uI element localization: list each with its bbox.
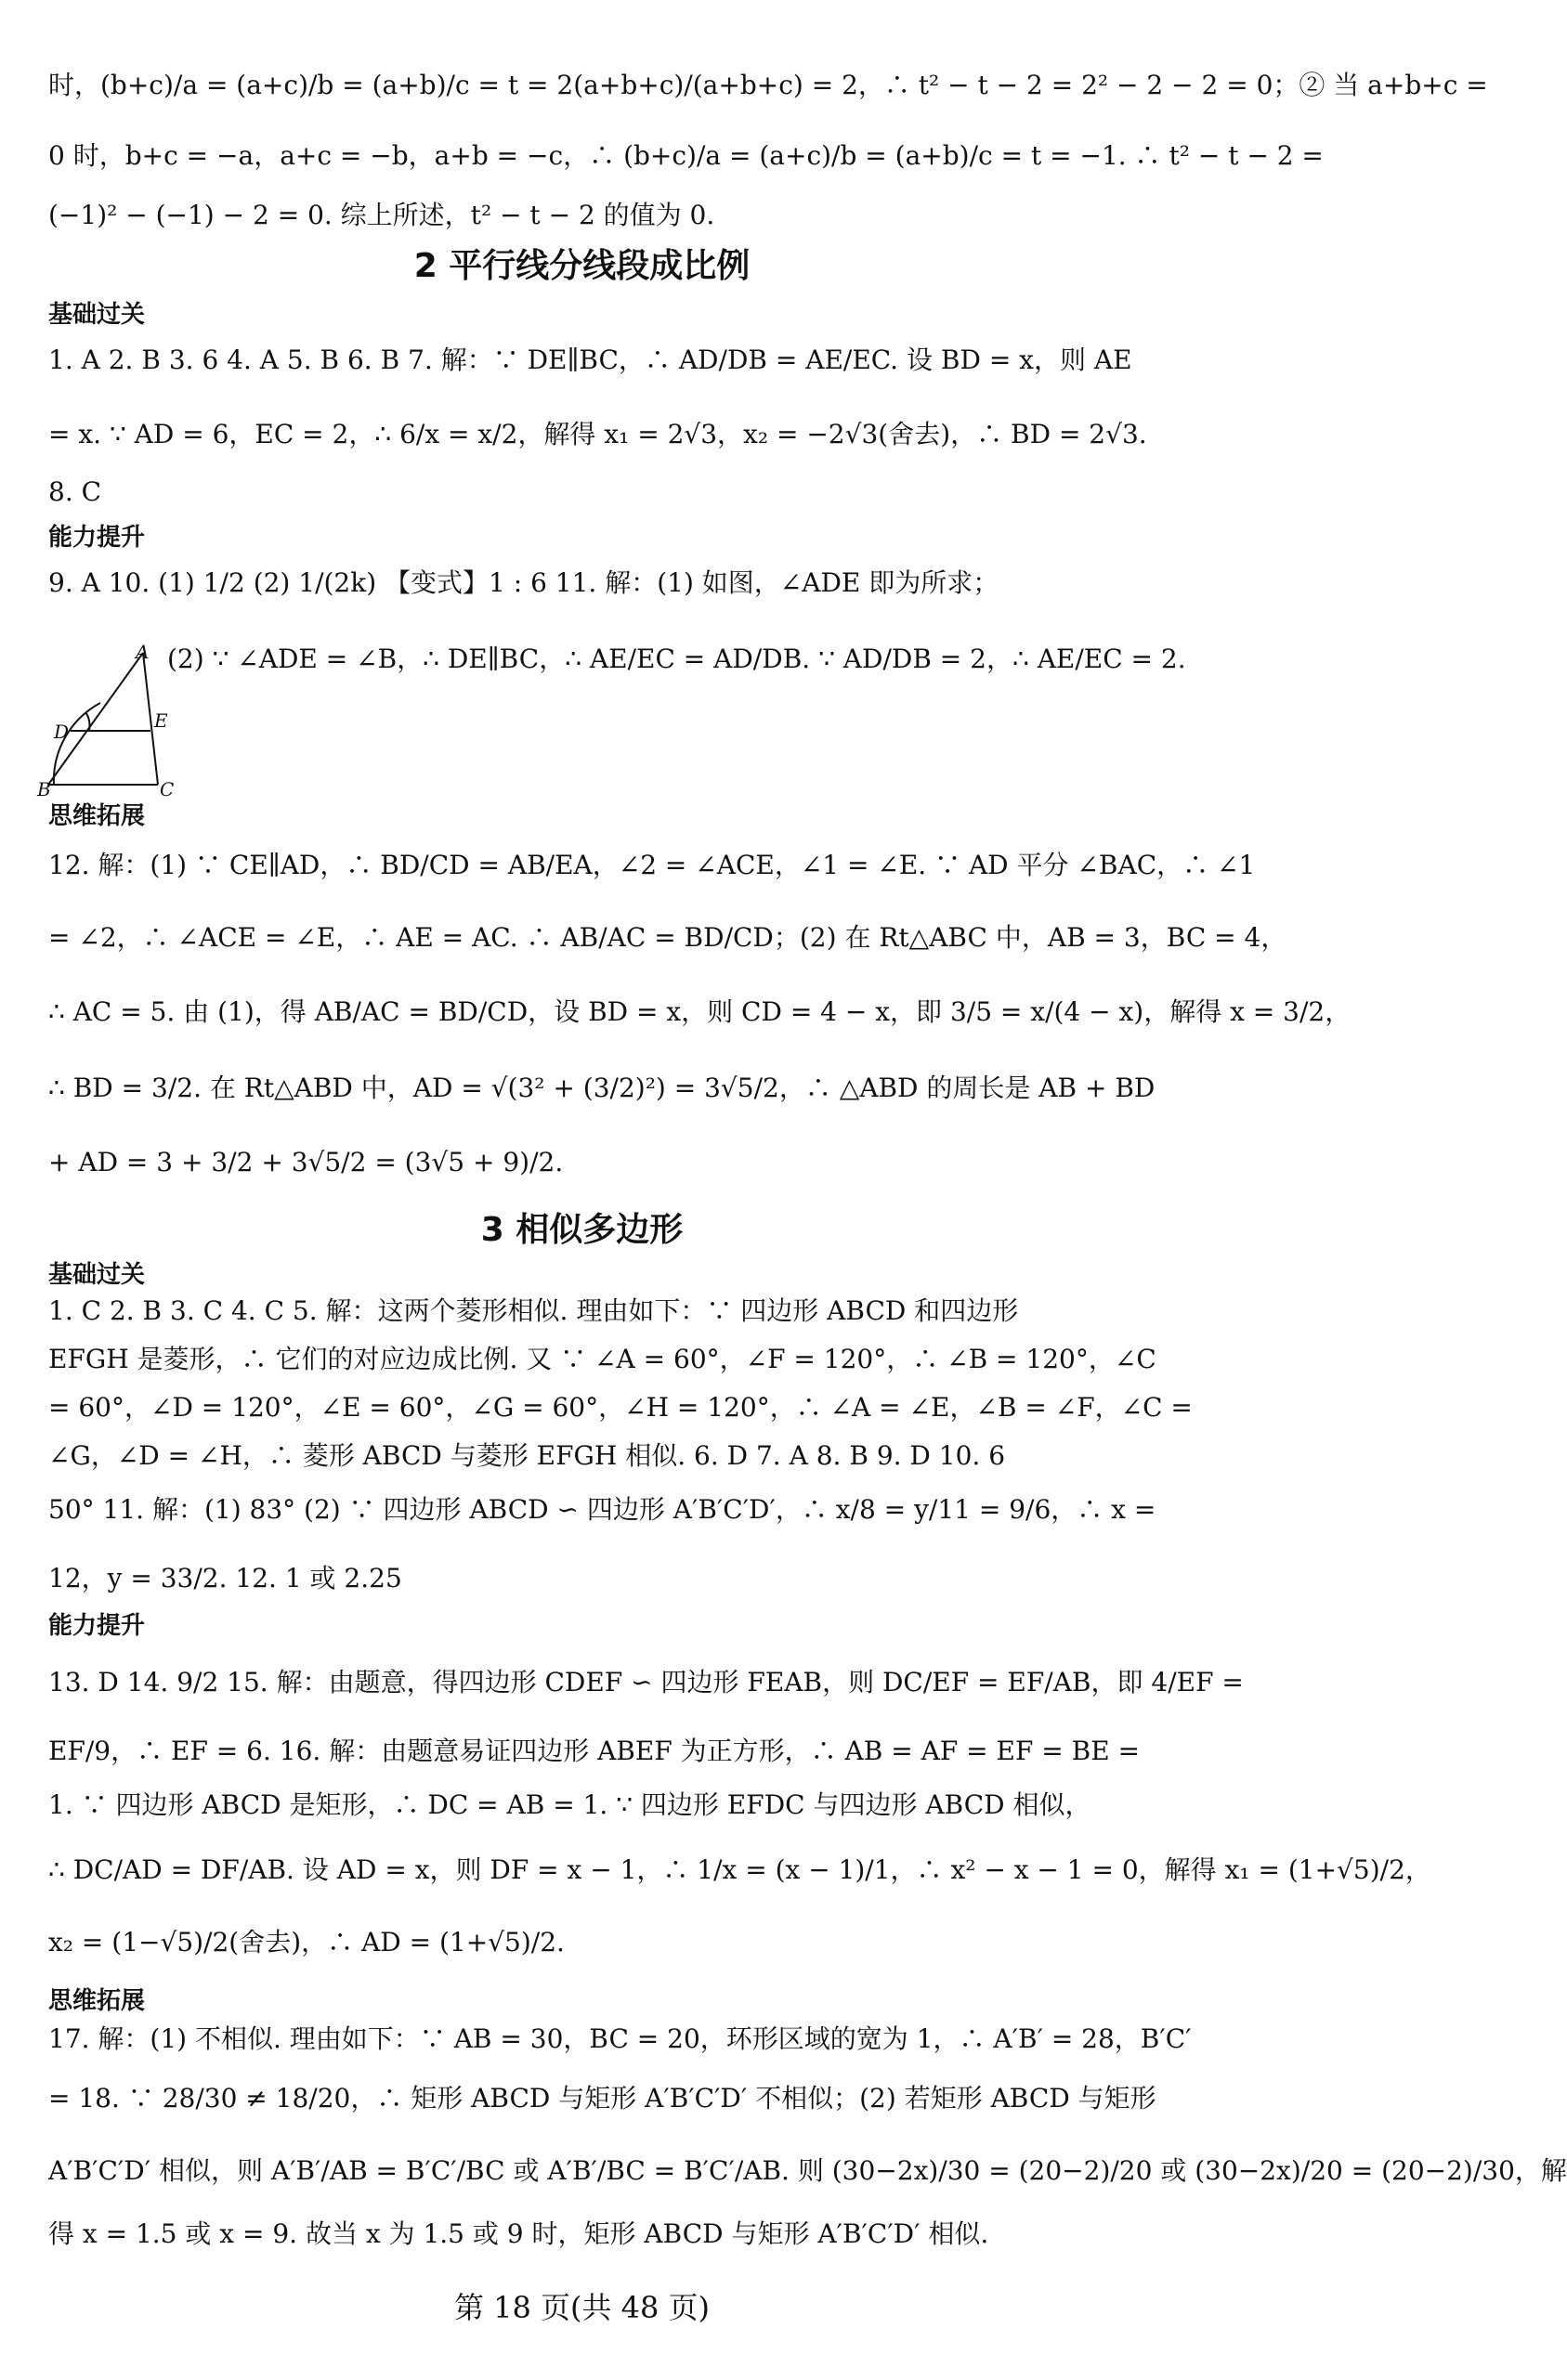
triangle-figure [37, 641, 176, 800]
text-line: 1. A 2. B 3. 6 4. A 5. B 6. B 7. 解：∵ DE∥BC，∴ AD/DB = AE/EC. 设 BD = x，则 AE [48, 345, 1132, 375]
page-footer: 第 18 页(共 48 页) [453, 2290, 711, 2325]
text-line: 1. ∵ 四边形 ABCD 是矩形，∴ DC = AB = 1. ∵ 四边形 EFDC 与四边形 ABCD 相似， [48, 1789, 1091, 1820]
section-title: 3 相似多边形 [480, 1211, 684, 1249]
label-a: A [136, 641, 150, 663]
text-line: ∴ AC = 5. 由 (1)，得 AB/AC = BD/CD，设 BD = x，则 CD = 4 − x，即 3/5 = x/(4 − x)，解得 x = 3/2， [48, 996, 1352, 1027]
text-line: A′B′C′D′ 相似，则 A′B′/AB = B′C′/BC 或 A′B′/BC = B′C′/AB. 则 (30−2x)/30 = (20−2)/20 或 (30−2x)/20 = (20−2)/30，解 [48, 2155, 1567, 2186]
text-line: = 18. ∵ 28/30 ≠ 18/20，∴ 矩形 ABCD 与矩形 A′B′C′D′ 不相似；(2) 若矩形 ABCD 与矩形 [48, 2083, 1156, 2113]
subsection-heading: 思维拓展 [48, 1987, 146, 2015]
text-line: = x. ∵ AD = 6，EC = 2，∴ 6/x = x/2，解得 x₁ = 2√3，x₂ = −2√3(舍去)，∴ BD = 2√3. [48, 419, 1147, 449]
subsection-heading: 能力提升 [48, 1612, 146, 1640]
section-title: 2 平行线分线段成比例 [413, 247, 751, 285]
text-line: 50° 11. 解：(1) 83° (2) ∵ 四边形 ABCD ∽ 四边形 A′B′C′D′，∴ x/8 = y/11 = 9/6，∴ x = [48, 1494, 1156, 1525]
text-line: ∴ DC/AD = DF/AB. 设 AD = x，则 DF = x − 1，∴ 1/x = (x − 1)/1，∴ x² − x − 1 = 0，解得 x₁ = (1+√5)/2， [48, 1854, 1431, 1885]
text-line: ∴ BD = 3/2. 在 Rt△ABD 中，AD = √(3² + (3/2)²) = 3√5/2，∴ △ABD 的周长是 AB + BD [48, 1073, 1156, 1103]
text-line: = 60°，∠D = 120°，∠E = 60°，∠G = 60°，∠H = 120°，∴ ∠A = ∠E，∠B = ∠F，∠C = [48, 1392, 1193, 1423]
text-line: 17. 解：(1) 不相似. 理由如下：∵ AB = 30，BC = 20，环形区域的宽为 1，∴ A′B′ = 28，B′C′ [48, 2023, 1192, 2054]
subsection-heading: 基础过关 [48, 301, 146, 329]
text-line: 12，y = 33/2. 12. 1 或 2.25 [48, 1563, 402, 1593]
text-line: = ∠2，∴ ∠ACE = ∠E，∴ AE = AC. ∴ AB/AC = BD/CD；(2) 在 Rt△ABC 中，AB = 3，BC = 4， [48, 922, 1287, 953]
label-c: C [160, 778, 175, 800]
label-b: B [37, 778, 51, 800]
subsection-heading: 基础过关 [48, 1261, 146, 1289]
text-line: (2) ∵ ∠ADE = ∠B，∴ DE∥BC，∴ AE/EC = AD/DB. ∵ AD/DB = 2，∴ AE/EC = 2. [167, 644, 1186, 674]
text-line: EF/9，∴ EF = 6. 16. 解：由题意易证四边形 ABEF 为正方形，∴ AB = AF = EF = BE = [48, 1736, 1141, 1766]
text-line: 0 时，b+c = −a，a+c = −b，a+b = −c，∴ (b+c)/a = (a+c)/b = (a+b)/c = t = −1. ∴ t² − t − 2 = [48, 140, 1324, 171]
text-line: 1. C 2. B 3. C 4. C 5. 解：这两个菱形相似. 理由如下：∵ 四边形 ABCD 和四边形 [48, 1295, 1019, 1326]
text-line: + AD = 3 + 3/2 + 3√5/2 = (3√5 + 9)/2. [48, 1147, 564, 1177]
label-d: D [54, 721, 70, 743]
text-line: 得 x = 1.5 或 x = 9. 故当 x 为 1.5 或 9 时，矩形 ABCD 与矩形 A′B′C′D′ 相似. [48, 2218, 989, 2249]
subsection-heading: 能力提升 [48, 524, 146, 552]
subsection-heading: 思维拓展 [48, 802, 146, 830]
text-line: 时，(b+c)/a = (a+c)/b = (a+b)/c = t = 2(a+b+c)/(a+b+c) = 2，∴ t² − t − 2 = 2² − 2 − 2 = 0；② 当 a+b+c = [48, 70, 1488, 100]
text-line: 9. A 10. (1) 1/2 (2) 1/(2k) 【变式】1 : 6 11. 解：(1) 如图，∠ADE 即为所求； [48, 567, 999, 598]
text-line: 8. C [48, 476, 102, 507]
text-line: EFGH 是菱形，∴ 它们的对应边成比例. 又 ∵ ∠A = 60°，∠F = 120°，∴ ∠B = 120°，∠C [48, 1344, 1156, 1374]
text-line: 12. 解：(1) ∵ CE∥AD，∴ BD/CD = AB/EA，∠2 = ∠ACE，∠1 = ∠E. ∵ AD 平分 ∠BAC，∴ ∠1 [48, 850, 1256, 880]
text-line: (−1)² − (−1) − 2 = 0. 综上所述，t² − t − 2 的值为 0. [48, 200, 715, 230]
text-line: ∠G，∠D = ∠H，∴ 菱形 ABCD 与菱形 EFGH 相似. 6. D 7. A 8. B 9. D 10. 6 [48, 1440, 1006, 1471]
label-e: E [154, 709, 168, 732]
text-line: 13. D 14. 9/2 15. 解：由题意，得四边形 CDEF ∽ 四边形 FEAB，则 DC/EF = EF/AB，即 4/EF = [48, 1667, 1244, 1697]
text-line: x₂ = (1−√5)/2(舍去)，∴ AD = (1+√5)/2. [48, 1927, 565, 1957]
